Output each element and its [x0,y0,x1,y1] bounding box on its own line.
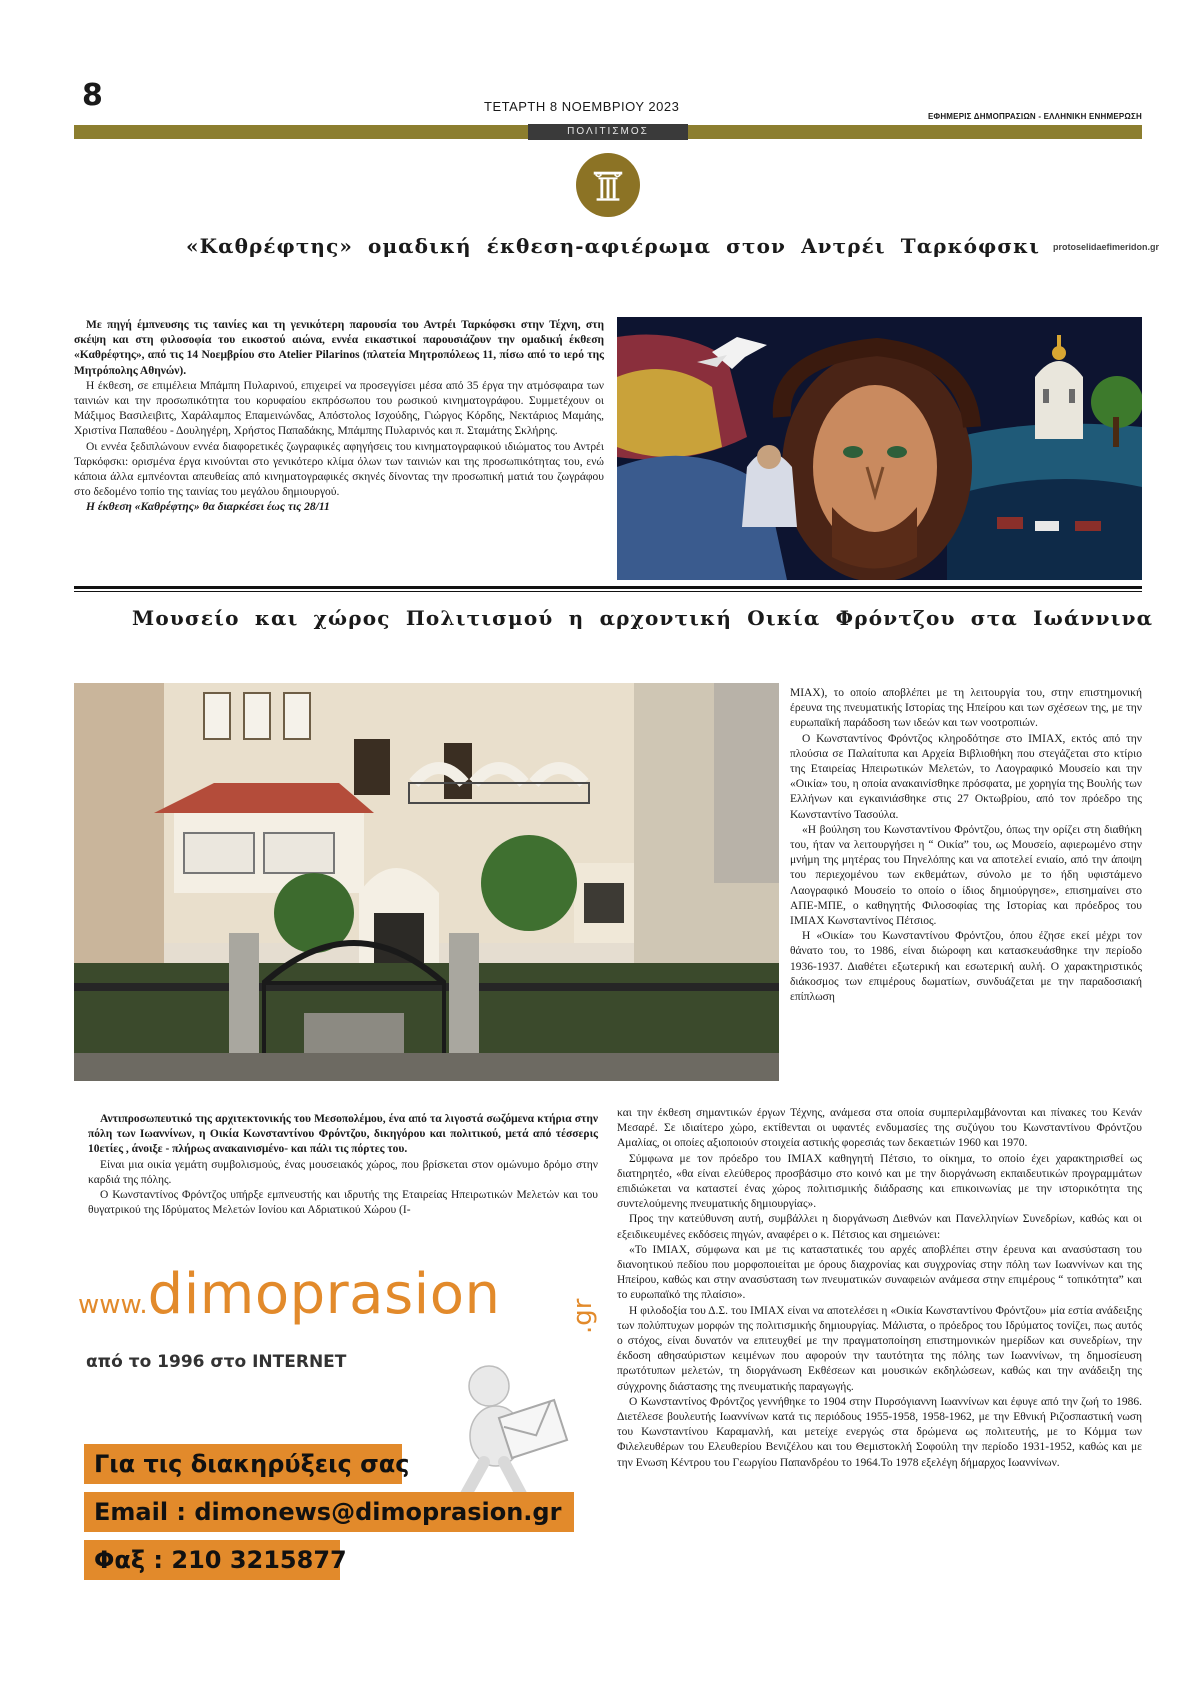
column-pillar-icon [576,153,640,217]
article1-body [74,318,604,516]
article2-paragraph: ΜΙΑΧ), το οποίο αποβλέπει με τη λειτουργία του, στην επιστημονική έρευνα της πνευματικής Ιστορίας της Ηπείρου και των σχέσεων της, με την ευρωπαϊκή παράδοση των ιδεών και των νοοτροπιών. [790,687,1142,730]
article2-lead: Αντιπροσωπευτικό της αρχιτεκτονικής του Μεσοπολέμου, ένα από τα λιγοστά σωζόμενα κτήρια στην πόλη των Ιωαννίνων, η Οικία Κωνσταντίνου Φρόντζου, δικηγόρου και πολιτικού, μετά από τέσσερις 10ετίες , άνοιξε - πλήρως ανακαινισμένο- και πάλι τις πόρτες του. [88,1113,598,1156]
article1-lead: Με πηγή έμπνευσης τις ταινίες και τη γενικότερη παρουσία του Αντρέι Ταρκόφσκι στην Τέχνη, στη σκέψη και στη φιλοσοφία του εικοστού αιώνα, εννέα εικαστικοί παρουσιάζουν την ομαδική έκθεση «Καθρέφτης», από τις 14 Νοεμβρίου στο Atelier Pilarinos (πλατεία Μητροπόλεως 11, πίσω από το ιερό της Μητρόπολης Αθηνών). [74,319,604,377]
article2-lower-column [617,1106,1142,1471]
frontzos-house-photo [74,683,779,1081]
section-divider [74,591,1142,592]
dimoprasion-advertisement [74,1262,598,1602]
ad-line-email: Email : dimonews@dimoprasion.gr [84,1492,574,1532]
article2-paragraph: Η φιλοδοξία του Δ.Σ. του ΙΜΙΑΧ είναι να αποτελέσει η «Οικία Κωνσταντίνου Φρόντζου» μία εστία ανάδειξης των πολύπτυχων μορφών της πολιτισμικής δημιουργίας. Μάλιστα, ο πρόεδρος του Ιδρύματος τονίζει, πως αυτός ο στόχος, είναι δυνατόν να επιτευχθεί με την πραγματοποίηση επιστημονικών ημερίδων και συνεδρίων, την έκδοση αθησαύριστων κειμένων που αφορούν την ταυτότητα της πόλης των Ιωαννίνων, τη δημοσίευση πρωτότυπων μελετών, τη διοργάνωση Εκθέσεων και μουσικών εκδηλώσεων, καθώς και την ανάδειξη της σύγχρονης διάστασης της πνευματικής παραγωγής. [617,1304,1142,1393]
article2-paragraph: Ο Κωνσταντίνος Φρόντζος υπήρξε εμπνευστής και ιδρυτής της Εταιρείας Ηπειρωτικών Μελετών και του θυγατρικού της Ιδρύματος Μελετών Ιονίου και Αδριατικού Χώρου (Ι- [88,1189,598,1217]
article2-paragraph: Σύμφωνα με τον πρόεδρο του ΙΜΙΑΧ καθηγητή Πέτσιο, το οίκημα, το οποίο έχει χαρακτηρισθεί ως διατηρητέο, «θα είναι ελεύθερος προσβάσιμο στο κοινό και με την διοργάνωση εκπαιδευτικών προγραμμάτων επιδιώκεται να καταστεί ένας χώρος πολιτισμικής διάδρασης και επικοινωνίας με την ιστορικότητα της συντελούμενης πνευματικής δημιουργίας». [617,1152,1142,1211]
article2-right-column [790,686,1142,1005]
ad-line-announcements: Για τις διακηρύξεις σας [84,1444,402,1484]
source-credit: protoselidaefimeridon.gr [1053,242,1160,252]
article1-closing: Η έκθεση «Καθρέφτης» θα διαρκέσει έως τις 28/11 [86,501,330,514]
article2-paragraph: «Η βούληση του Κωνσταντίνου Φρόντζου, όπως την ορίζει στη διαθήκη του, ήταν να λειτουργήσει η “ Οικία” του, ως Μουσείο, αφιερωμένο στην μνήμη της μητέρας του Πηνελόπης και να αποτελεί ενιαίο, από την άποψη του περιεχομένου των εκθεμάτων, σύνολο με το ήδη υφιστάμενο Λαογραφικό Μουσείο το οποίο ο ίδιος δημιούργησε», επισημαίνει στο ΑΠΕ-ΜΠΕ, ο καθηγητής Φιλοσοφίας της Ιστορίας και πρόεδρος του ΙΜΙΑΧ Κωνσταντίνος Πέτσιος. [790,823,1142,928]
article2-left-column [88,1112,598,1218]
mail-courier-figure-icon [434,1358,574,1508]
ad-url [78,1262,500,1327]
ad-url-domain: dimoprasion [147,1262,501,1327]
article2-paragraph: Ο Κωνσταντίνος Φρόντζος κληροδότησε στο ΙΜΙΑΧ, εκτός από την πλούσια σε Παλαίτυπα και Αρχεία Βιβλιοθήκη που στεγάζεται στο κτίριο της Εταιρείας Ηπειρωτικών Μελετών, το Λαογραφικό Μουσείο και την «Οικία» του, η οποία ανακαινίσθηκε πρόσφατα, με χορηγία της Βουλής των Ελλήνων και εγκαινιάσθηκε στις 27 Οκτωβρίου, από τον πρόεδρο της Κωνσταντίνο Τασούλα. [790,732,1142,821]
article2-paragraph: Ο Κωνσταντίνος Φρόντζος γεννήθηκε το 1904 στην Πυρσόγιαννη Ιωαννίνων και έφυγε από την ζωή το 1986. Διετέλεσε βουλευτής Ιωαννίνων κατά τις περιόδους 1955-1958, 1958-1962, με την Εθνική Ριζοσπαστική νωση του Κωνσταντίνου Καραμανλή, και μετείχε ενεργώς στα δρώμενα ως πολιτευτής, με το Κόμμα των Φιλελευθέρων του Ελευθερίου Βενιζέλου και του Θεμιστοκλή Σοφούλη την περίοδο 1931-1952, καθώς και με την Ενωση Κέντρου του Γεωργίου Παπανδρέου το 1964.Το 1978 εξελέγη δήμαρχος Ιωαννίνων. [617,1395,1142,1469]
ad-line-fax: Φαξ : 210 3215877 [84,1540,340,1580]
article1-paragraph: Η έκθεση, σε επιμέλεια Μπάμπη Πυλαρινού, επιχειρεί να προσεγγίσει μέσα από 35 έργα την ατμόσφαιρα των ταινιών και την προσωπικότητα του κορυφαίου εκπρόσωπου του ρωσικού κινηματογράφου. Συμμετέχουν οι Μάξιμος Βασιλειβιτς, Χαράλαμπος Επαμεινώνδας, Απόστολος Ισχούδης, Γιώργος Κόρδης, Νεκτάριος Μαμάης, Χριστίνα Παπαθέου - Δουληγέρη, Χρήστος Παπαδάκης, Μπάμπης Πυλαρινός και π. Σταμάτης Σκλήρης. [74,379,604,438]
ad-url-prefix: www. [78,1290,148,1320]
article2-paragraph: και την έκθεση σημαντικών έργων Τέχνης, ανάμεσα στα οποία συμπεριλαμβάνονται και πίνακες του Κενάν Μεσαρέ. Σε ιδιαίτερο χώρο, εκτίθενται οι υφαντές ενδυμασίες της συζύγου του Κωνσταντίνου Φρόντζου Αμαλίας, οι οποίες αξιοποιούν στοιχεία αστικής φορεσιάς των δεκαετιών 1960 και 1970. [617,1107,1142,1150]
article2-paragraph: «Το ΙΜΙΑΧ, σύμφωνα και με τις καταστατικές του αρχές αποβλέπει στην έρευνα και ανασύσταση του διανοητικού πεδίου που μορφοποιείται με όρους διαχρονίας και συγχρονίας στην πόλη των Ιωαννίνων και της Ηπείρου, καθώς και στην ανασύσταση των πνευματικών συναφειών ανάμεσα στην επιμέρους “ τοπικότητα” και το ευρωπαϊκό της πλαίσιο». [617,1243,1142,1302]
page-number: 8 [82,78,103,113]
ad-url-suffix: .gr [568,1298,598,1334]
article2-paragraph: Προς την κατεύθυνση αυτή, συμβάλλει η διοργάνωση Διεθνών και Πανελληνίων Συνεδρίων, καθώς και οι εξειδικευμένες εκδόσεις πηγών, αναφέρει ο κ. Πέτσιος και σημειώνει: [617,1213,1142,1241]
issue-date: ΤΕΤΑΡΤΗ 8 ΝΟΕΜΒΡΙΟΥ 2023 [484,99,680,114]
article1-paragraph: Οι εννέα ξεδιπλώνουν εννέα διαφορετικές ζωγραφικές αφηγήσεις του κινηματογραφικού ιδιώματος του Αντρέι Ταρκόφσκι: ορισμένα έργα κινούνται στο γενικότερο κλίμα όλων των ταινιών και της προσωπικότητας του, ενώ κάποια άλλα εμπνέονται απευθείας από κινηματογραφικές σκηνές δίνοντας την προσωπική ματιά του ζωγράφου στο δεδομένο τοπίο της ταινίας του μεγάλου δημιουργού. [74,440,604,499]
article2-paragraph: Η «Οικία» του Κωνσταντίνου Φρόντζου, όπου έζησε εκεί μέχρι τον θάνατο του, το 1986, είναι διώροφη και κατασκευάσθηκε την περίοδο 1936-1937. Διαθέτει εξωτερική και εσωτερική αυλή. Ο χαρακτηριστικός διάκοσμος των επιμέρους δωματίων, συνδυάζεται με την παραδοσιακή επίπλωση [790,930,1142,1004]
article2-headline: Μουσείο και χώρος Πολιτισμού η αρχοντική Οικία Φρόντζου στα Ιωάννινα [132,606,1154,630]
section-divider [74,586,1142,589]
masthead-mini: ΕΦΗΜΕΡΙΣ ΔΗΜΟΠΡΑΣΙΩΝ - ΕΛΛΗΝΙΚΗ ΕΝΗΜΕΡΩΣΗ [928,112,1142,121]
article2-paragraph: Είναι μια οικία γεμάτη συμβολισμούς, ένας μουσειακός χώρος, που βρίσκεται στον ομώνυμο δρόμο στην καρδιά της πόλης. [88,1158,598,1186]
ad-tagline: από το 1996 στο INTERNET [86,1352,347,1372]
tarkovsky-painting-image [617,317,1142,580]
section-label: ΠΟΛΙΤΙΣΜΟΣ [528,124,688,140]
article1-headline: «Καθρέφτης» ομαδική έκθεση-αφιέρωμα στον Αντρέι Ταρκόφσκι [186,234,1041,258]
